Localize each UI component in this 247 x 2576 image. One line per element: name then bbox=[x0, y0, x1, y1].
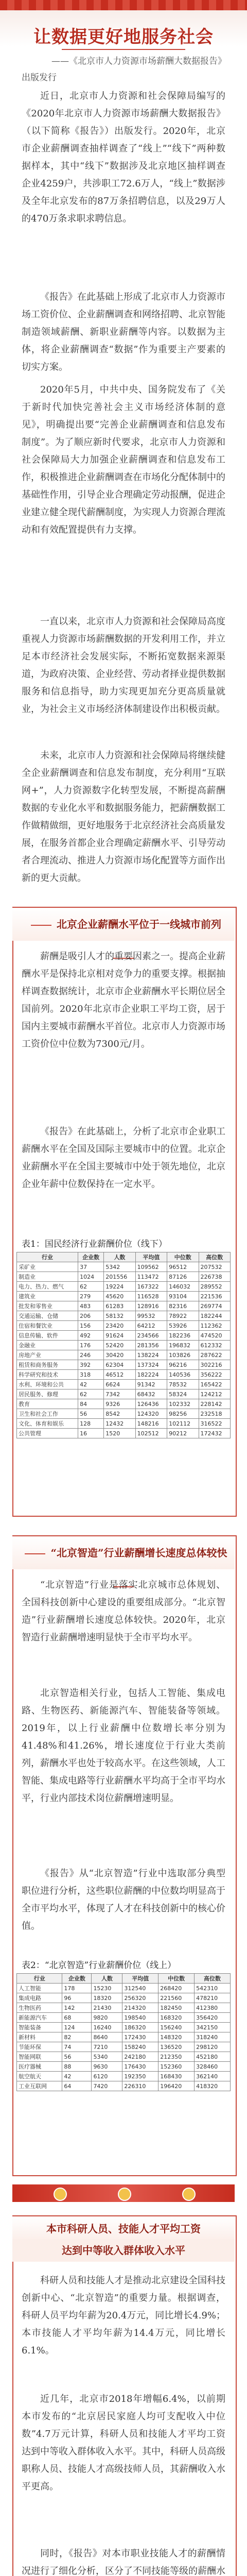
table-header-row bbox=[17, 1252, 231, 1262]
table-cell: 教育 bbox=[17, 1399, 78, 1409]
table-2-caption: 表2：“北京智造”行业薪酬价位（线上） bbox=[22, 1960, 177, 1971]
table-cell: 198540 bbox=[122, 2013, 158, 2023]
table-row bbox=[17, 1282, 231, 1292]
table-cell: 人工智能 bbox=[17, 1984, 62, 1993]
table-cell: 68 bbox=[62, 2013, 92, 2023]
table-cell: 住宿和餐饮业 bbox=[17, 1321, 78, 1331]
table-cell: 142 bbox=[62, 2003, 92, 2013]
table-cell: 207532 bbox=[199, 1262, 231, 1272]
table-cell: 124 bbox=[62, 2023, 92, 2032]
table-cell: 租赁和商务服务 bbox=[17, 1360, 78, 1370]
table-row bbox=[17, 1262, 231, 1272]
intro-paragraph: 《报告》在此基础上形成了北京市人力资源市场工资价位、企业薪酬调查和网络招聘、北京智能制造领域薪酬、新职业薪酬等内容。以数据为主体，将企业薪酬调查“数据”作为重要主产要素的切实方案。 bbox=[22, 292, 225, 372]
table-row bbox=[17, 2013, 231, 2023]
table-row bbox=[17, 2052, 231, 2062]
table-cell: 298120 bbox=[195, 2042, 231, 2052]
table-cell: 483 bbox=[78, 1301, 104, 1311]
table-cell: 221536 bbox=[199, 1292, 231, 1301]
table-header-cell: 中位数 bbox=[167, 1252, 199, 1262]
table-cell: 1024 bbox=[78, 1272, 104, 1282]
table-cell: 84 bbox=[78, 1399, 104, 1409]
table-cell: 生物医药 bbox=[17, 2003, 62, 2013]
table-cell: 93104 bbox=[167, 1292, 199, 1301]
table-cell: 智能网联 bbox=[17, 2052, 62, 2062]
table-cell: 201556 bbox=[104, 1272, 135, 1282]
table-cell: 492 bbox=[78, 1331, 104, 1341]
table-header-cell: 行业 bbox=[17, 1974, 62, 1984]
table-row bbox=[17, 1301, 231, 1311]
table-cell: 136520 bbox=[158, 2042, 195, 2052]
table-cell: 128 bbox=[78, 1419, 104, 1429]
table-cell: 9326 bbox=[104, 1399, 135, 1409]
table-cell: 1520 bbox=[104, 1429, 135, 1438]
industry-salary-table bbox=[16, 1252, 231, 1438]
section-2-heading-text: “北京智造”行业薪酬增长速度总体较快 bbox=[50, 1547, 227, 1559]
table-cell: 37 bbox=[78, 1262, 104, 1272]
table-cell: 56 bbox=[62, 2052, 92, 2062]
table-row bbox=[17, 1370, 231, 1380]
table-cell: 15230 bbox=[92, 1984, 122, 1993]
table-cell: 362140 bbox=[195, 2072, 231, 2081]
smart-manufacturing-salary-table bbox=[16, 1973, 231, 2091]
table-cell: 78532 bbox=[167, 1380, 199, 1389]
intro-paragraph: 2020年5月，中共中央、国务院发布了《关于新时代加快完善社会主义市场经济体制的意见》，明确提出要“完善企业薪酬调查和信息发布制度”。为了顺应新时代要求，北京市人力资源和社会保障局大力加强企业薪酬调查和信息发布工作，积极推进企业薪酬调查在市场化分配体制中的基础性作用，引导企业合理确定劳动报酬，促进企业建立健全现代薪酬制度，为实现人力资源合理流动和有效配置提供有力支撑。 bbox=[22, 384, 225, 535]
table-cell: 412380 bbox=[195, 2003, 231, 2013]
table-cell: 182244 bbox=[199, 1311, 231, 1321]
table-cell: 234566 bbox=[135, 1331, 167, 1341]
table-cell: 制造业 bbox=[17, 1272, 78, 1282]
table-cell: 128916 bbox=[135, 1301, 167, 1311]
table-cell: 16240 bbox=[92, 2023, 122, 2032]
table-cell: 56 bbox=[78, 1409, 104, 1419]
table-cell: 124212 bbox=[199, 1389, 231, 1399]
table-cell: 智能装备 bbox=[17, 2023, 62, 2032]
table-cell: 工业互联网 bbox=[17, 2081, 62, 2091]
table-cell: 474520 bbox=[199, 1331, 231, 1341]
table-cell: 192350 bbox=[122, 2072, 158, 2081]
table-header-cell: 行业 bbox=[17, 1252, 78, 1262]
table-cell: 52420 bbox=[104, 1341, 135, 1350]
lantern-icon bbox=[118, 2188, 131, 2201]
table-cell: 221560 bbox=[158, 1993, 195, 2003]
table-cell: 公共管理 bbox=[17, 1429, 78, 1438]
table-cell: 9630 bbox=[92, 2062, 122, 2072]
table-cell: 256320 bbox=[122, 1993, 158, 2003]
table-cell: 87126 bbox=[167, 1272, 199, 1282]
table-header-cell: 高位数 bbox=[195, 1974, 231, 1984]
table-cell: 172430 bbox=[122, 2032, 158, 2042]
table-cell: 182236 bbox=[167, 1331, 199, 1341]
table-cell: 42 bbox=[78, 1380, 104, 1389]
table-cell: 96512 bbox=[167, 1262, 199, 1272]
table-cell: 103826 bbox=[167, 1350, 199, 1360]
table-row bbox=[17, 1360, 231, 1370]
table-cell: 212350 bbox=[158, 2052, 195, 2062]
table-cell: 7342 bbox=[104, 1389, 135, 1399]
table-cell: 289552 bbox=[199, 1282, 231, 1292]
table-cell: 58132 bbox=[104, 1311, 135, 1321]
table-cell: 156 bbox=[78, 1321, 104, 1331]
lantern-icon bbox=[54, 2188, 67, 2201]
table-cell: 6120 bbox=[92, 2072, 122, 2081]
table-cell: 356420 bbox=[195, 2013, 231, 2023]
table-cell: 246 bbox=[78, 1350, 104, 1360]
table-cell: 102512 bbox=[135, 1429, 167, 1438]
table-cell: 98256 bbox=[167, 1409, 199, 1419]
table-cell: 88 bbox=[62, 2062, 92, 2072]
table-cell: 542310 bbox=[195, 1984, 231, 1993]
table-cell: 126436 bbox=[135, 1399, 167, 1409]
table-cell: 214320 bbox=[122, 2003, 158, 2013]
table-header-cell: 人数 bbox=[92, 1974, 122, 1984]
table-row bbox=[17, 2003, 231, 2013]
table-row bbox=[17, 1984, 231, 1993]
table-cell: 53926 bbox=[167, 1321, 199, 1331]
table-cell: 279 bbox=[78, 1292, 104, 1301]
table-header-cell: 平均值 bbox=[122, 1974, 158, 1984]
table-cell: 46512 bbox=[104, 1370, 135, 1380]
table-cell: 109562 bbox=[135, 1262, 167, 1272]
table-row bbox=[17, 2032, 231, 2042]
table-cell: 287622 bbox=[199, 1350, 231, 1360]
table-row bbox=[17, 1311, 231, 1321]
table-cell: 302216 bbox=[199, 1360, 231, 1370]
table-row bbox=[17, 2042, 231, 2052]
table-cell: 房地产业 bbox=[17, 1350, 78, 1360]
table-cell: 318 bbox=[78, 1370, 104, 1380]
table-cell: 建筑业 bbox=[17, 1292, 78, 1301]
table-cell: 316522 bbox=[199, 1419, 231, 1429]
table-1-caption: 表1：国民经济行业薪酬价位（线下） bbox=[22, 1239, 167, 1249]
intro-paragraph: 一直以来，北京市人力资源和社会保障局高度重视人力资源市场薪酬数据的开发利用工作，并立足本市经济社会发展实际，不断拓宽数据来源渠道，为政府决策、企业经营、劳动者择业提供数据服务和信息指导，助力实现更加充分更高质量就业，为社会主义市场经济体制建设作出积极贡献。 bbox=[22, 616, 225, 715]
table-cell: 182450 bbox=[158, 2003, 195, 2013]
table-cell: 交通运输、仓储 bbox=[17, 1311, 78, 1321]
table-cell: 7210 bbox=[92, 2042, 122, 2052]
table-cell: 批发和零售业 bbox=[17, 1301, 78, 1311]
article-subtitle: ——《北京市人力资源市场薪酬大数据报告》 bbox=[51, 56, 226, 66]
table-cell: 卫生和社会工作 bbox=[17, 1409, 78, 1419]
table-cell: 62 bbox=[78, 1389, 104, 1399]
table-cell: 45620 bbox=[104, 1292, 135, 1301]
table-cell: 文化、体育和娱乐 bbox=[17, 1419, 78, 1429]
table-row bbox=[17, 2062, 231, 2072]
table-cell: 61283 bbox=[104, 1301, 135, 1311]
table-cell: 8640 bbox=[92, 2032, 122, 2042]
table-cell: 148216 bbox=[135, 1419, 167, 1429]
table-cell: 124320 bbox=[135, 1409, 167, 1419]
table-cell: 392 bbox=[78, 1360, 104, 1370]
table-row bbox=[17, 1341, 231, 1350]
section-3-heading-line-2: 达到中等收入群体收入水平 bbox=[12, 2239, 235, 2262]
table-cell: 68432 bbox=[135, 1389, 167, 1399]
table-cell: 178 bbox=[62, 1984, 92, 1993]
table-cell: 新材料 bbox=[17, 2032, 62, 2042]
table-cell: 96216 bbox=[167, 1360, 199, 1370]
table-cell: 8542 bbox=[104, 1409, 135, 1419]
section-1-heading-text: 北京企业薪酬水平位于一线城市前列 bbox=[57, 918, 221, 930]
table-cell: 82 bbox=[62, 2032, 92, 2042]
table-cell: 23420 bbox=[104, 1321, 135, 1331]
table-cell: 156240 bbox=[158, 2023, 195, 2032]
table-cell: 64 bbox=[62, 2081, 92, 2091]
table-cell: 612332 bbox=[199, 1341, 231, 1350]
table-cell: 医疗器械 bbox=[17, 2062, 62, 2072]
table-cell: 182224 bbox=[135, 1370, 167, 1380]
table-cell: 78922 bbox=[167, 1311, 199, 1321]
table-cell: 电力、热力、燃气 bbox=[17, 1282, 78, 1292]
table-cell: 186320 bbox=[122, 2023, 158, 2032]
section-3-paragraph: 同时，《报告》对本市职业技能人才的薪酬情况进行了细化分析，区分了不同技能等级的薪酬水 bbox=[22, 2548, 225, 2576]
table-cell: 12432 bbox=[104, 1419, 135, 1429]
table-row bbox=[17, 1350, 231, 1360]
section-1-paragraph: 薪酬是吸引人才的重要因素之一。提高企业薪酬水平是保持北京相对竞争力的重要支撑。根据抽样调查数据统计，北京市企业薪酬水平长期位居全国前列。2020年北京市企业职工平均工资，居于国内主要城市薪酬水平首位。北京市人力资源市场工资价位中位数为7300元/月。 bbox=[22, 951, 225, 1049]
table-cell: 196420 bbox=[158, 2081, 195, 2091]
table-header-cell: 企业数 bbox=[62, 1974, 92, 1984]
table-cell: 16 bbox=[78, 1429, 104, 1438]
table-cell: 113472 bbox=[135, 1272, 167, 1282]
heading-ornament bbox=[31, 925, 51, 926]
table-cell: 30420 bbox=[104, 1350, 135, 1360]
table-header-cell: 企业数 bbox=[78, 1252, 104, 1262]
section-3-paragraph: 近几年，北京市2018年增幅6.4%，以前期本市发布的“北京居民家庭人均可支配收入中位数”4.7万元计算，科研人员和技能人才平均工资达到中等收入群体收入水平。其中，科研人员高级职称人员、技能人才高级技师人员，其薪酬收入水平更高。 bbox=[22, 2394, 225, 2492]
table-header-cell: 人数 bbox=[104, 1252, 135, 1262]
table-header-cell: 高位数 bbox=[199, 1252, 231, 1262]
table-header-row bbox=[17, 1974, 231, 1984]
table-cell: 418320 bbox=[195, 2081, 231, 2091]
table-cell: 82316 bbox=[167, 1301, 199, 1311]
table-cell: 18320 bbox=[92, 1993, 122, 2003]
table-cell: 信息传输、软件 bbox=[17, 1331, 78, 1341]
table-cell: 集成电路 bbox=[17, 1993, 62, 2003]
table-cell: 6624 bbox=[104, 1380, 135, 1389]
table-row bbox=[17, 2081, 231, 2091]
table-cell: 90212 bbox=[167, 1429, 199, 1438]
table-cell: 168430 bbox=[158, 2072, 195, 2081]
table-cell: 176430 bbox=[122, 2062, 158, 2072]
table-cell: 328460 bbox=[195, 2062, 231, 2072]
table-cell: 226738 bbox=[199, 1272, 231, 1282]
section-3-paragraph: 科研人员和技能人才是推动北京建设全国科技创新中心、“北京智造”的重要力量。根据调查，科研人员平均年薪为20.4万元，同比增长4.9%；本市技能人才平均年薪为14.4万元，同比增长6.1%。 bbox=[22, 2275, 225, 2356]
table-cell: 268420 bbox=[158, 1984, 195, 1993]
table-cell: 478210 bbox=[195, 1993, 231, 2003]
table-cell: 64212 bbox=[135, 1321, 167, 1331]
table-cell: 158240 bbox=[122, 2042, 158, 2052]
table-cell: 312540 bbox=[122, 1984, 158, 1993]
table-row bbox=[17, 1409, 231, 1419]
table-cell: 航空航天 bbox=[17, 2072, 62, 2081]
table-cell: 节能环保 bbox=[17, 2042, 62, 2052]
table-row bbox=[17, 1419, 231, 1429]
table-cell: 281356 bbox=[135, 1341, 167, 1350]
table-cell: 232518 bbox=[199, 1409, 231, 1419]
heading-ornament bbox=[25, 1553, 45, 1554]
table-cell: 242180 bbox=[122, 2052, 158, 2062]
section-2-heading bbox=[12, 1536, 235, 1569]
table-cell: 116528 bbox=[135, 1292, 167, 1301]
table-cell: 102332 bbox=[167, 1399, 199, 1409]
table-cell: 452180 bbox=[195, 2052, 231, 2062]
table-cell: 5340 bbox=[92, 2052, 122, 2062]
table-cell: 196832 bbox=[167, 1341, 199, 1350]
intro-paragraph: 近日，北京市人力资源和社会保障局编写的《2020年北京市人力资源市场薪酬大数据报告》（以下简称《报告》）出版发行。2020年，北京市企业薪酬调查抽样调查了“线上”“线下”两种数据样本，其中“线下”数据涉及北京地区抽样调查企业4259户，共涉职工72.6万人，“线上”数据涉及全年北京发布的87万条招聘信息，以及29万人的470万条求职求聘信息。 bbox=[22, 91, 225, 224]
table-row bbox=[17, 1380, 231, 1389]
table-cell: 318240 bbox=[195, 2032, 231, 2042]
article-title: 让数据更好地服务社会 bbox=[33, 27, 214, 47]
table-row bbox=[17, 1399, 231, 1409]
table-cell: 206 bbox=[78, 1311, 104, 1321]
table-cell: 62304 bbox=[104, 1360, 135, 1370]
table-header-cell: 平均值 bbox=[135, 1252, 167, 1262]
table-cell: 19224 bbox=[104, 1282, 135, 1292]
table-cell: 5342 bbox=[104, 1262, 135, 1272]
lantern-icon bbox=[182, 2188, 196, 2201]
table-cell: 167322 bbox=[135, 1282, 167, 1292]
table-cell: 58324 bbox=[167, 1389, 199, 1399]
table-cell: 168320 bbox=[158, 2013, 195, 2023]
table-cell: 96 bbox=[62, 1993, 92, 2003]
section-2-paragraph: 《报告》从“北京智造”行业中选取部分典型职位进行分析，这些职位薪酬的中位数均明显高于全市平均水平，体现了人才在科技创新中的核心价值。 bbox=[22, 1868, 225, 1931]
table-cell: 62 bbox=[78, 1282, 104, 1292]
table-cell: 165422 bbox=[199, 1380, 231, 1389]
table-row bbox=[17, 1272, 231, 1282]
table-cell: 228142 bbox=[199, 1399, 231, 1409]
section-1-heading bbox=[12, 908, 235, 941]
table-cell: 102112 bbox=[167, 1419, 199, 1429]
table-cell: 112362 bbox=[199, 1321, 231, 1331]
section-3-heading-line-1: 本市科研人员、技能人才平均工资 bbox=[12, 2216, 235, 2241]
table-cell: 74 bbox=[62, 2042, 92, 2052]
table-cell: 140536 bbox=[167, 1370, 199, 1380]
table-header-cell: 中位数 bbox=[158, 1974, 195, 1984]
top-decorative-band bbox=[0, 0, 247, 10]
table-cell: 科学研究和技术 bbox=[17, 1370, 78, 1380]
table-cell: 176 bbox=[78, 1341, 104, 1350]
section-2-paragraph: “北京智造”行业是落实北京城市总体规划、全国科技创新中心建设的重要组成部分。“北京智造”行业薪酬增长速度总体较快。2020年，北京智造行业薪酬增速明显快于全市平均水平。 bbox=[22, 1580, 225, 1643]
table-cell: 342150 bbox=[195, 2023, 231, 2032]
table-cell: 269774 bbox=[199, 1301, 231, 1311]
table-cell: 金融业 bbox=[17, 1341, 78, 1350]
section-1-paragraph: 《报告》在此基础上，分析了北京市企业职工薪酬水平在全国及国际主要城市中的位置。北京企业薪酬水平在全国主要城市中处于领先地位，北京企业年薪中位数保持在一定水平。 bbox=[22, 1126, 225, 1190]
table-cell: 9820 bbox=[92, 2013, 122, 2023]
section-2-paragraph: 北京智造相关行业，包括人工智能、集成电路、生物医药、新能源汽车、智能装备等领域。2019年，以上行业薪酬中位数增长率分别为41.48%和41.26%，增长速度位于行业大类前列，薪酬水平也处于较高水平。在这些领域，人工智能、集成电路等行业薪酬水平均高于全市平均水平，行业内部技术岗位薪酬增速明显。 bbox=[22, 1688, 225, 1804]
table-cell: 138224 bbox=[135, 1350, 167, 1360]
table-row bbox=[17, 1321, 231, 1331]
table-cell: 172432 bbox=[199, 1429, 231, 1438]
table-cell: 采矿业 bbox=[17, 1262, 78, 1272]
table-row bbox=[17, 1429, 231, 1438]
table-row bbox=[17, 2072, 231, 2081]
table-cell: 91624 bbox=[104, 1331, 135, 1341]
table-cell: 新能源汽车 bbox=[17, 2013, 62, 2023]
table-cell: 居民服务、修理 bbox=[17, 1389, 78, 1399]
table-cell: 137324 bbox=[135, 1360, 167, 1370]
table-cell: 99532 bbox=[135, 1311, 167, 1321]
table-row bbox=[17, 1389, 231, 1399]
table-cell: 7420 bbox=[92, 2081, 122, 2091]
table-row bbox=[17, 1993, 231, 2003]
table-cell: 148320 bbox=[158, 2032, 195, 2042]
table-row bbox=[17, 1331, 231, 1341]
intro-paragraph: 未来，北京市人力资源和社会保障局将继续健全企业薪酬调查和信息发布制度，充分利用“互联网+”，人力资源数字化转型发展，不断提高薪酬数据的专业化水平和数据服务能力，把薪酬数据工作做精做细，更好地服务于北京经济社会高质量发展，在服务首都企业合理确定薪酬水平、引导劳动者合理流动、推进人力资源市场化配置等方面作出新的更大贡献。 bbox=[22, 750, 225, 884]
table-row bbox=[17, 2023, 231, 2032]
table-cell: 356222 bbox=[199, 1370, 231, 1380]
table-cell: 152360 bbox=[158, 2062, 195, 2072]
table-cell: 21430 bbox=[92, 2003, 122, 2013]
source-line: 出版发行 bbox=[22, 73, 57, 83]
table-cell: 146032 bbox=[167, 1282, 199, 1292]
table-cell: 226310 bbox=[122, 2081, 158, 2091]
table-cell: 91342 bbox=[135, 1380, 167, 1389]
table-cell: 42 bbox=[62, 2072, 92, 2081]
table-row bbox=[17, 1292, 231, 1301]
table-cell: 水利、环境和公共 bbox=[17, 1380, 78, 1389]
decorative-ribbon bbox=[12, 2184, 235, 2202]
title-divider bbox=[62, 49, 185, 50]
